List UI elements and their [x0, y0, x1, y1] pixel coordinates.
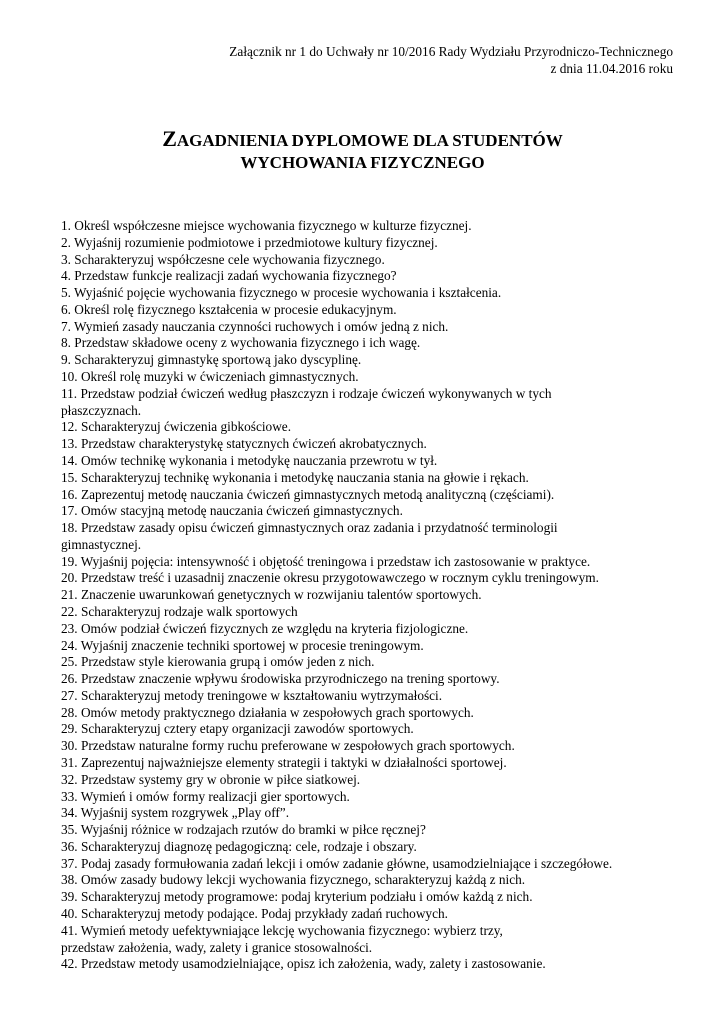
attachment-note-line-1: Załącznik nr 1 do Uchwały nr 10/2016 Rady Wydziału Przyrodniczo-Technicznego [229, 44, 673, 59]
question-item: 1. Określ współczesne miejsce wychowania fizycznego w kulturze fizycznej. [61, 218, 472, 233]
question-item: 32. Przedstaw systemy gry w obronie w piłce siatkowej. [61, 771, 361, 787]
question-item: 17. Omów stacyjną metodę nauczania ćwiczeń gimnastycznych. [61, 503, 403, 519]
question-item: 16. Zaprezentuj metodę nauczania ćwiczeń gimnastycznych metodą analityczną (częściami). [61, 486, 555, 502]
question-item: 23. Omów podział ćwiczeń fizycznych ze względu na kryteria fizjologiczne. [61, 620, 469, 636]
title-line-1-rest: AGADNIENIA DYPLOMOWE DLA STUDENTÓW [176, 131, 563, 150]
question-item: 40. Scharakteryzuj metody podające. Podaj przykłady zadań ruchowych. [61, 906, 448, 922]
question-item-line: 41. Wymień metody uefektywniające lekcję wychowania fizycznego: wybierz trzy, [61, 922, 503, 938]
question-item: 19. Wyjaśnij pojęcia: intensywność i objętość treningowa i przedstaw ich zastosowanie w praktyce. [61, 553, 591, 569]
title-line-1 [0, 128, 725, 152]
question-item-line: gimnastycznej. [61, 536, 142, 552]
question-item: 10. Określ rolę muzyki w ćwiczeniach gimnastycznych. [61, 369, 359, 385]
question-item: 33. Wymień i omów formy realizacji gier sportowych. [61, 788, 350, 804]
question-item: 13. Przedstaw charakterystykę statycznych ćwiczeń akrobatycznych. [61, 436, 427, 452]
attachment-note-line-2: z dnia 11.04.2016 roku [550, 61, 673, 76]
document-title [0, 128, 725, 174]
question-item: 15. Scharakteryzuj technikę wykonania i metodykę nauczania stania na głowie i rękach. [61, 469, 529, 485]
question-item: 38. Omów zasady budowy lekcji wychowania fizycznego, scharakteryzuj każdą z nich. [61, 872, 526, 888]
question-item: 4. Przedstaw funkcje realizacji zadań wychowania fizycznego? [61, 268, 397, 284]
question-item: 25. Przedstaw style kierowania grupą i omów jeden z nich. [61, 654, 375, 670]
question-item: 42. Przedstaw metody usamodzielniające, opisz ich założenia, wady, zalety i zastosowanie. [61, 956, 546, 972]
question-item: 20. Przedstaw treść i uzasadnij znaczenie okresu przygotowawczego w rocznym cyklu treningowym. [61, 570, 599, 586]
question-item: 9. Scharakteryzuj gimnastykę sportową jako dyscyplinę. [61, 352, 362, 368]
question-item: 35. Wyjaśnij różnice w rodzajach rzutów do bramki w piłce ręcznej? [61, 822, 426, 838]
question-item: 34. Wyjaśnij system rozgrywek „Play off”. [61, 805, 290, 821]
question-item: 27. Scharakteryzuj metody treningowe w kształtowaniu wytrzymałości. [61, 687, 443, 703]
question-item: 6. Określ rolę fizycznego kształcenia w procesie edukacyjnym. [61, 301, 397, 317]
question-item: 31. Zaprezentuj najważniejsze elementy strategii i taktyki w działalności sportowej. [61, 755, 507, 770]
question-item: 8. Przedstaw składowe oceny z wychowania fizycznego i ich wagę. [61, 335, 421, 351]
question-item-line: 18. Przedstaw zasady opisu ćwiczeń gimnastycznych oraz zadania i przydatność terminologii [61, 520, 558, 536]
question-list [61, 218, 681, 973]
question-item: 22. Scharakteryzuj rodzaje walk sportowych [61, 603, 298, 619]
question-item [61, 520, 681, 554]
question-item: 14. Omów technikę wykonania i metodykę nauczania przewrotu w tył. [61, 452, 438, 468]
question-item-line: 11. Przedstaw podział ćwiczeń według płaszczyzn i rodzaje ćwiczeń wykonywanych w tych [61, 385, 552, 401]
question-item: 12. Scharakteryzuj ćwiczenia gibkościowe. [61, 419, 292, 435]
question-item [61, 923, 681, 957]
question-item [61, 386, 681, 420]
question-item: 3. Scharakteryzuj współczesne cele wychowania fizycznego. [61, 251, 385, 267]
question-item: 2. Wyjaśnij rozumienie podmiotowe i przedmiotowe kultury fizycznej. [61, 234, 438, 250]
question-item: 37. Podaj zasady formułowania zadań lekcji i omów zadanie główne, usamodzielniające i szczegółowe. [61, 855, 613, 871]
question-item: 26. Przedstaw znaczenie wpływu środowiska przyrodniczego na trening sportowy. [61, 671, 500, 687]
question-item: 7. Wymień zasady nauczania czynności ruchowych i omów jedną z nich. [61, 318, 449, 334]
question-item: 29. Scharakteryzuj cztery etapy organizacji zawodów sportowych. [61, 721, 414, 737]
question-item: 28. Omów metody praktycznego działania w zespołowych grach sportowych. [61, 704, 474, 720]
attachment-note [229, 43, 673, 77]
question-item: 30. Przedstaw naturalne formy ruchu preferowane w zespołowych grach sportowych. [61, 738, 515, 754]
question-item: 36. Scharakteryzuj diagnozę pedagogiczną: cele, rodzaje i obszary. [61, 838, 417, 854]
question-item: 39. Scharakteryzuj metody programowe: podaj kryterium podziału i omów każdą z nich. [61, 889, 533, 905]
question-item: 21. Znaczenie uwarunkowań genetycznych w rozwijaniu talentów sportowych. [61, 587, 482, 603]
title-initial: Z [162, 126, 177, 151]
question-item: 24. Wyjaśnij znaczenie techniki sportowej w procesie treningowym. [61, 637, 424, 653]
title-line-2: WYCHOWANIA FIZYCZNEGO [240, 153, 485, 172]
question-item-line: płaszczyznach. [61, 402, 142, 418]
question-item-line: przedstaw założenia, wady, zalety i granice stosowalności. [61, 939, 373, 955]
question-item: 5. Wyjaśnić pojęcie wychowania fizycznego w procesie wychowania i kształcenia. [61, 285, 502, 301]
